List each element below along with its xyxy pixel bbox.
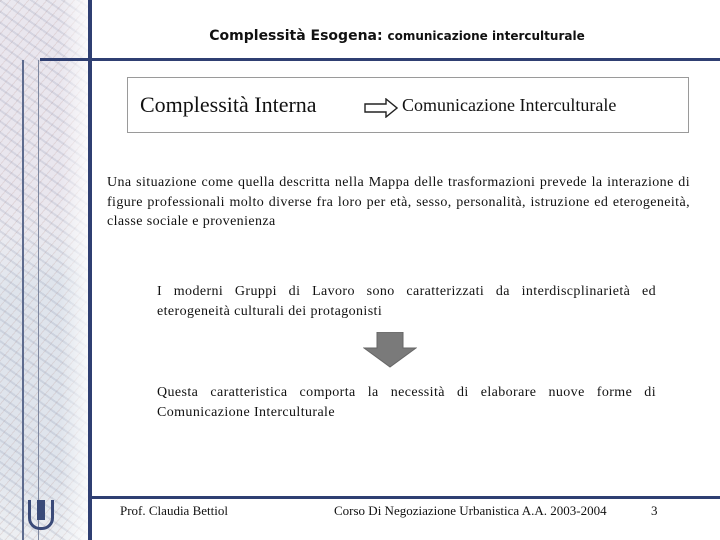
footer-author: Prof. Claudia Bettiol — [120, 503, 228, 518]
down-arrow-icon — [363, 332, 417, 368]
internal-complexity-label: Complessità Interna — [140, 92, 317, 117]
intercultural-communication-label: Comunicazione Interculturale — [402, 95, 617, 115]
university-logo — [28, 500, 54, 530]
paragraph-consequence: Questa caratteristica comporta la necessità di elaborare nuove forme di Comunicazione Interculturale — [157, 385, 656, 420]
right-arrow-icon — [364, 98, 398, 118]
title-rule — [40, 58, 720, 61]
left-border-line — [88, 0, 92, 540]
title-sub: comunicazione interculturale — [387, 29, 585, 43]
title-main: Complessità Esogena: — [209, 28, 383, 44]
paragraph-situation: Una situazione come quella descritta nella Mappa delle trasformazioni prevede la interazione di figure professionali molto diverse fra loro per età, sesso, personalità, istruzione ed eterogeneità, classe sociale e provenienza — [107, 175, 690, 229]
decorative-line — [22, 60, 24, 540]
decorative-line — [38, 60, 39, 540]
concept-box — [127, 77, 689, 133]
footer-course: Corso Di Negoziazione Urbanistica A.A. 2003-2004 — [334, 503, 607, 518]
footer-rule — [92, 496, 720, 499]
page-number: 3 — [651, 503, 658, 518]
map-fade — [60, 0, 90, 540]
slide-title — [92, 28, 702, 44]
paragraph-work-groups: I moderni Gruppi di Lavoro sono caratterizzati da interdiscplinarietà ed eterogeneità culturali dei protagonisti — [157, 284, 656, 319]
